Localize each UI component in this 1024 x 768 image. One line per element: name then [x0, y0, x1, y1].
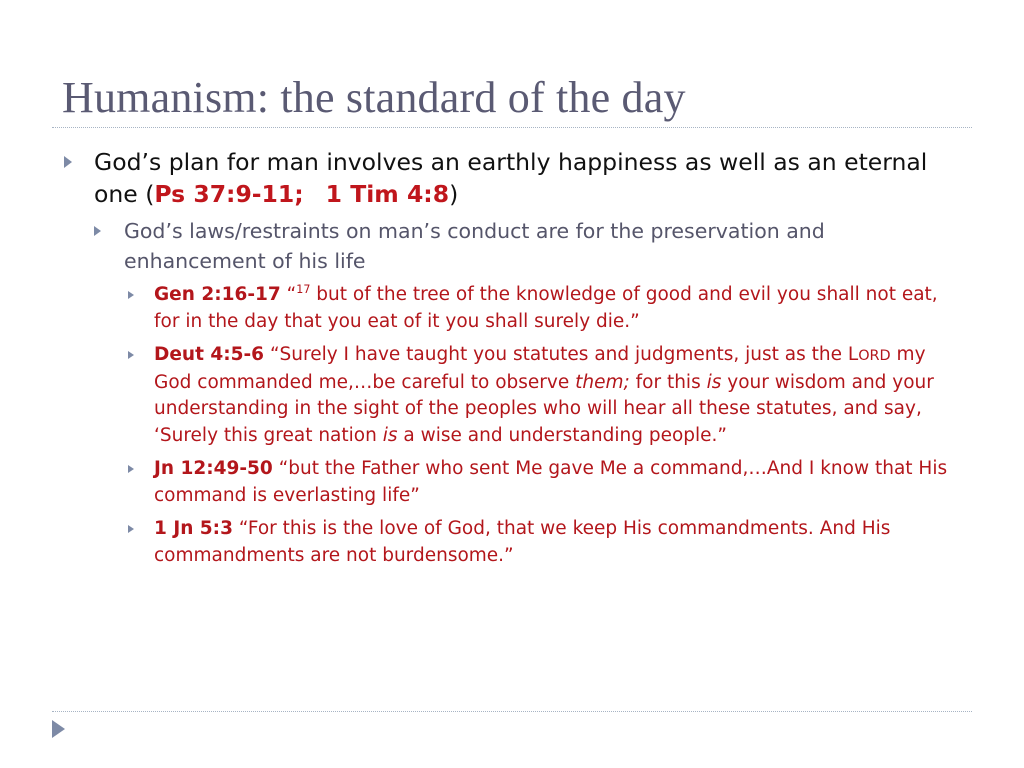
- bullet-arrow-icon: [64, 156, 72, 168]
- point-text-close: ): [449, 180, 459, 208]
- verse-text: “but the Father who sent Me gave Me a command,…And I know that His command is everlasting life”: [154, 458, 948, 506]
- verse-text: my God commanded me,…be careful to observe: [154, 344, 926, 393]
- sub-point-text: God’s laws/restraints on man’s conduct are for the preservation and enhancement of his life: [124, 219, 825, 273]
- slide-title: Humanism: the standard of the day: [62, 73, 686, 122]
- verse-number: 17: [296, 282, 311, 296]
- point-text: God’s plan for man involves an earthly happiness as well as an eternal one (: [94, 148, 928, 208]
- next-slide-arrow-icon[interactable]: [52, 720, 65, 738]
- scripture-ref-psalms: Ps 37:9-11;: [154, 180, 304, 208]
- verse-italic: is: [382, 424, 398, 446]
- bullet-arrow-icon: [128, 465, 134, 473]
- verse-text: for this: [629, 371, 707, 393]
- verse-italic: is: [706, 371, 722, 393]
- verse-item-deuteronomy: [60, 342, 965, 449]
- verse-item-genesis: [60, 282, 965, 335]
- verse-reference: Gen 2:16-17: [154, 284, 281, 305]
- bullet-arrow-icon: [128, 351, 134, 359]
- sub-point-laws: [60, 216, 965, 276]
- bullet-point-plan: [60, 146, 965, 210]
- verse-small-caps: ORD: [858, 348, 891, 364]
- verse-item-john: [60, 456, 965, 509]
- verse-reference: 1 Jn 5:3: [154, 518, 233, 539]
- title-divider: [52, 127, 972, 128]
- verse-italic: them;: [575, 371, 630, 393]
- slide-body: [60, 146, 965, 576]
- verse-text: “For this is the love of God, that we keep His commandments. And His commandments are not burdensome.”: [154, 518, 891, 566]
- verse-text: your wisdom and your understanding in the sight of the peoples who will hear all these statutes, and say, ‘Surely this great nation: [154, 371, 934, 446]
- bullet-arrow-icon: [128, 525, 134, 533]
- scripture-ref-timothy: 1 Tim 4:8: [325, 180, 450, 208]
- verse-reference: Deut 4:5-6: [154, 344, 265, 365]
- bullet-arrow-icon: [94, 226, 101, 236]
- verse-item-first-john: [60, 516, 965, 569]
- verse-text: a wise and understanding people.”: [397, 424, 727, 446]
- footer-divider: [52, 711, 972, 712]
- verse-reference: Jn 12:49-50: [154, 458, 273, 479]
- bullet-arrow-icon: [128, 291, 134, 299]
- verse-text: “Surely I have taught you statutes and judgments, just as the L: [269, 344, 859, 365]
- verse-text: but of the tree of the knowledge of good and evil you shall not eat, for in the day that you eat of it you shall surely die.”: [154, 284, 938, 332]
- verse-open-quote: “: [286, 284, 297, 305]
